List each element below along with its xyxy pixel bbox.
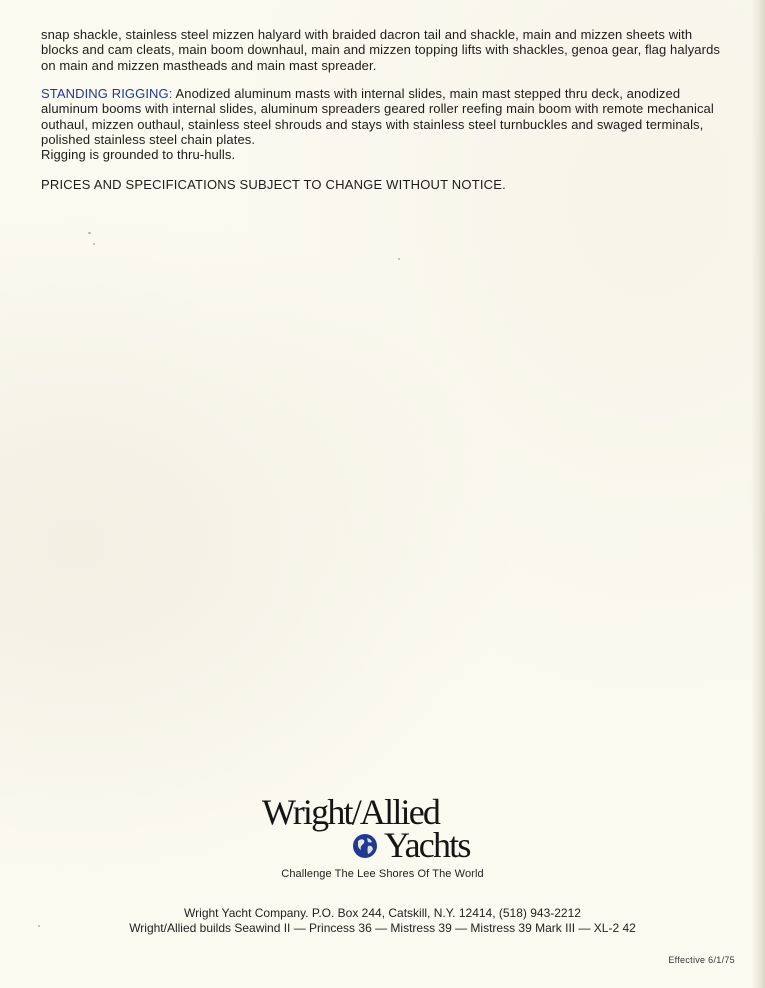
continuation-text: snap shackle, stainless steel mizzen halyard with braided dacron tail and shackle, main and mizzen sheets with blocks and cam cleats, main boom downhaul, main and mizzen topping lifts with shackles, genoa gear, flag halyards on main and mizzen mastheads and main mast spreader. [41, 27, 720, 73]
effective-date: Effective 6/1/75 [668, 955, 735, 965]
paper-speck [38, 925, 40, 927]
prices-notice [41, 177, 721, 192]
company-address: Wright Yacht Company. P.O. Box 244, Catskill, N.Y. 12414, (518) 943-2212 [184, 906, 581, 920]
logo-line2 [354, 825, 470, 865]
standing-rigging-text: Anodized aluminum masts with internal slides, main mast stepped thru deck, anodized aluminum booms with internal slides, aluminum spreaders geared roller reefing main boom with remote mechanical outhaul, mizzen outhaul, stainless steel shrouds and stays with stainless steel turnbuckles and swaged terminals, polished stainless steel chain plates. [41, 86, 714, 147]
company-models: Wright/Allied builds Seawind II — Princess 36 — Mistress 39 — Mistress 39 Mark III — XL-2 42 [129, 921, 636, 935]
standing-rigging-heading: STANDING RIGGING: [41, 86, 173, 101]
company-info [0, 906, 765, 936]
logo-yachts-text: Yachts [384, 825, 470, 865]
standing-rigging-paragraph [41, 86, 721, 162]
logo-line1: Wright/Allied [262, 792, 440, 832]
paper-speck [93, 243, 95, 245]
paper-speck [398, 258, 400, 260]
grounding-text: Rigging is grounded to thru-hulls. [41, 147, 236, 163]
rigging-continuation-paragraph [41, 27, 721, 73]
tagline: Challenge The Lee Shores Of The World [281, 868, 484, 880]
prices-notice-text: PRICES AND SPECIFICATIONS SUBJECT TO CHANGE WITHOUT NOTICE. [41, 177, 506, 192]
page-edge-shadow [751, 0, 765, 988]
paper-speck [88, 232, 91, 234]
wright-allied-logo [248, 792, 488, 868]
